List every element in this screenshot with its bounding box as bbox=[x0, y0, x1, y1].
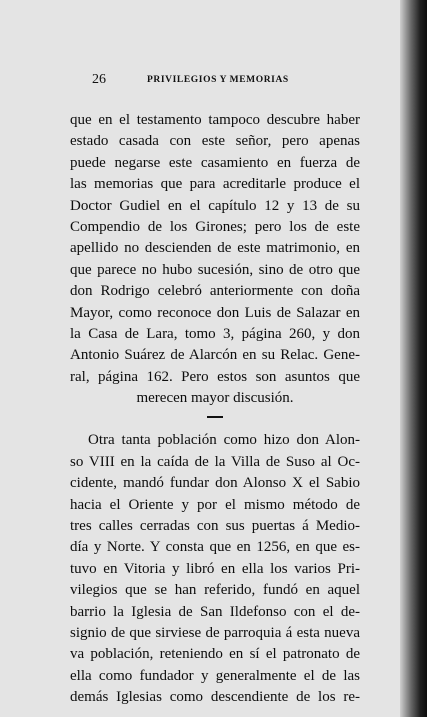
text-line: estado casada con este señor, pero apenas bbox=[70, 133, 360, 150]
text-line: Doctor Gudiel en el capítulo 12 y 13 de su bbox=[70, 197, 360, 214]
text-line: las memorias que para acreditarle produce el bbox=[70, 176, 360, 193]
book-gutter-shadow bbox=[400, 0, 427, 717]
text-line: ral, página 162. Pero estos son asuntos que bbox=[70, 368, 360, 385]
text-line: Otra tanta población como hizo don Alon- bbox=[88, 432, 360, 449]
page-number: 26 bbox=[92, 72, 106, 87]
running-head: PRIVILEGIOS Y MEMORIAS bbox=[147, 75, 289, 85]
text-line: don Rodrigo celebró anteriormente con doña bbox=[70, 283, 360, 300]
text-line: día y Norte. Y consta que en 1256, en que es- bbox=[70, 539, 360, 556]
text-line: va población, reteniendo en sí el patronato de bbox=[70, 646, 360, 663]
text-line: hacia el Oriente y por el mismo método de bbox=[70, 496, 360, 513]
text-line: so VIII en la caída de la Villa de Suso al Oc- bbox=[70, 453, 360, 470]
text-line: tuvo en Vitoria y libró en ella los varios Pri- bbox=[70, 560, 360, 577]
text-line: signio de que sirviese de parroquia á esta nueva bbox=[70, 624, 360, 641]
text-line: apellido no descienden de este matrimonio, en bbox=[70, 240, 360, 257]
text-line: barrio la Iglesia de San Ildefonso con el de- bbox=[70, 603, 360, 620]
text-line: cidente, mandó fundar don Alonso X el Sabio bbox=[70, 475, 360, 492]
text-line: vilegios que se han referido, fundó en aquel bbox=[70, 582, 360, 599]
text-line: ella como fundador y generalmente el de las bbox=[70, 667, 360, 684]
text-line: puede negarse este casamiento en fuerza de bbox=[70, 154, 360, 171]
section-divider bbox=[207, 416, 223, 418]
text-line: que en el testamento tampoco descubre haber bbox=[70, 112, 360, 128]
text-line: la Casa de Lara, tomo 3, página 260, y don bbox=[70, 325, 360, 342]
text-line: tres calles cerradas con sus puertas á Medio- bbox=[70, 518, 360, 535]
text-line: que parece no hubo sucesión, sino de otro que bbox=[70, 261, 360, 278]
text-line: Antonio Suárez de Alarcón en su Relac. Gene- bbox=[70, 347, 360, 364]
text-line: Mayor, como reconoce don Luis de Salazar en bbox=[70, 304, 360, 321]
page-header bbox=[92, 72, 392, 90]
text-line: merecen mayor discusión. bbox=[136, 390, 294, 407]
text-line: Compendio de los Girones; pero los de este bbox=[70, 218, 360, 235]
page-body bbox=[70, 110, 360, 709]
paragraph-2 bbox=[70, 430, 360, 708]
paragraph-1 bbox=[70, 110, 360, 409]
text-line: demás Iglesias como descendiente de los re- bbox=[70, 689, 360, 706]
